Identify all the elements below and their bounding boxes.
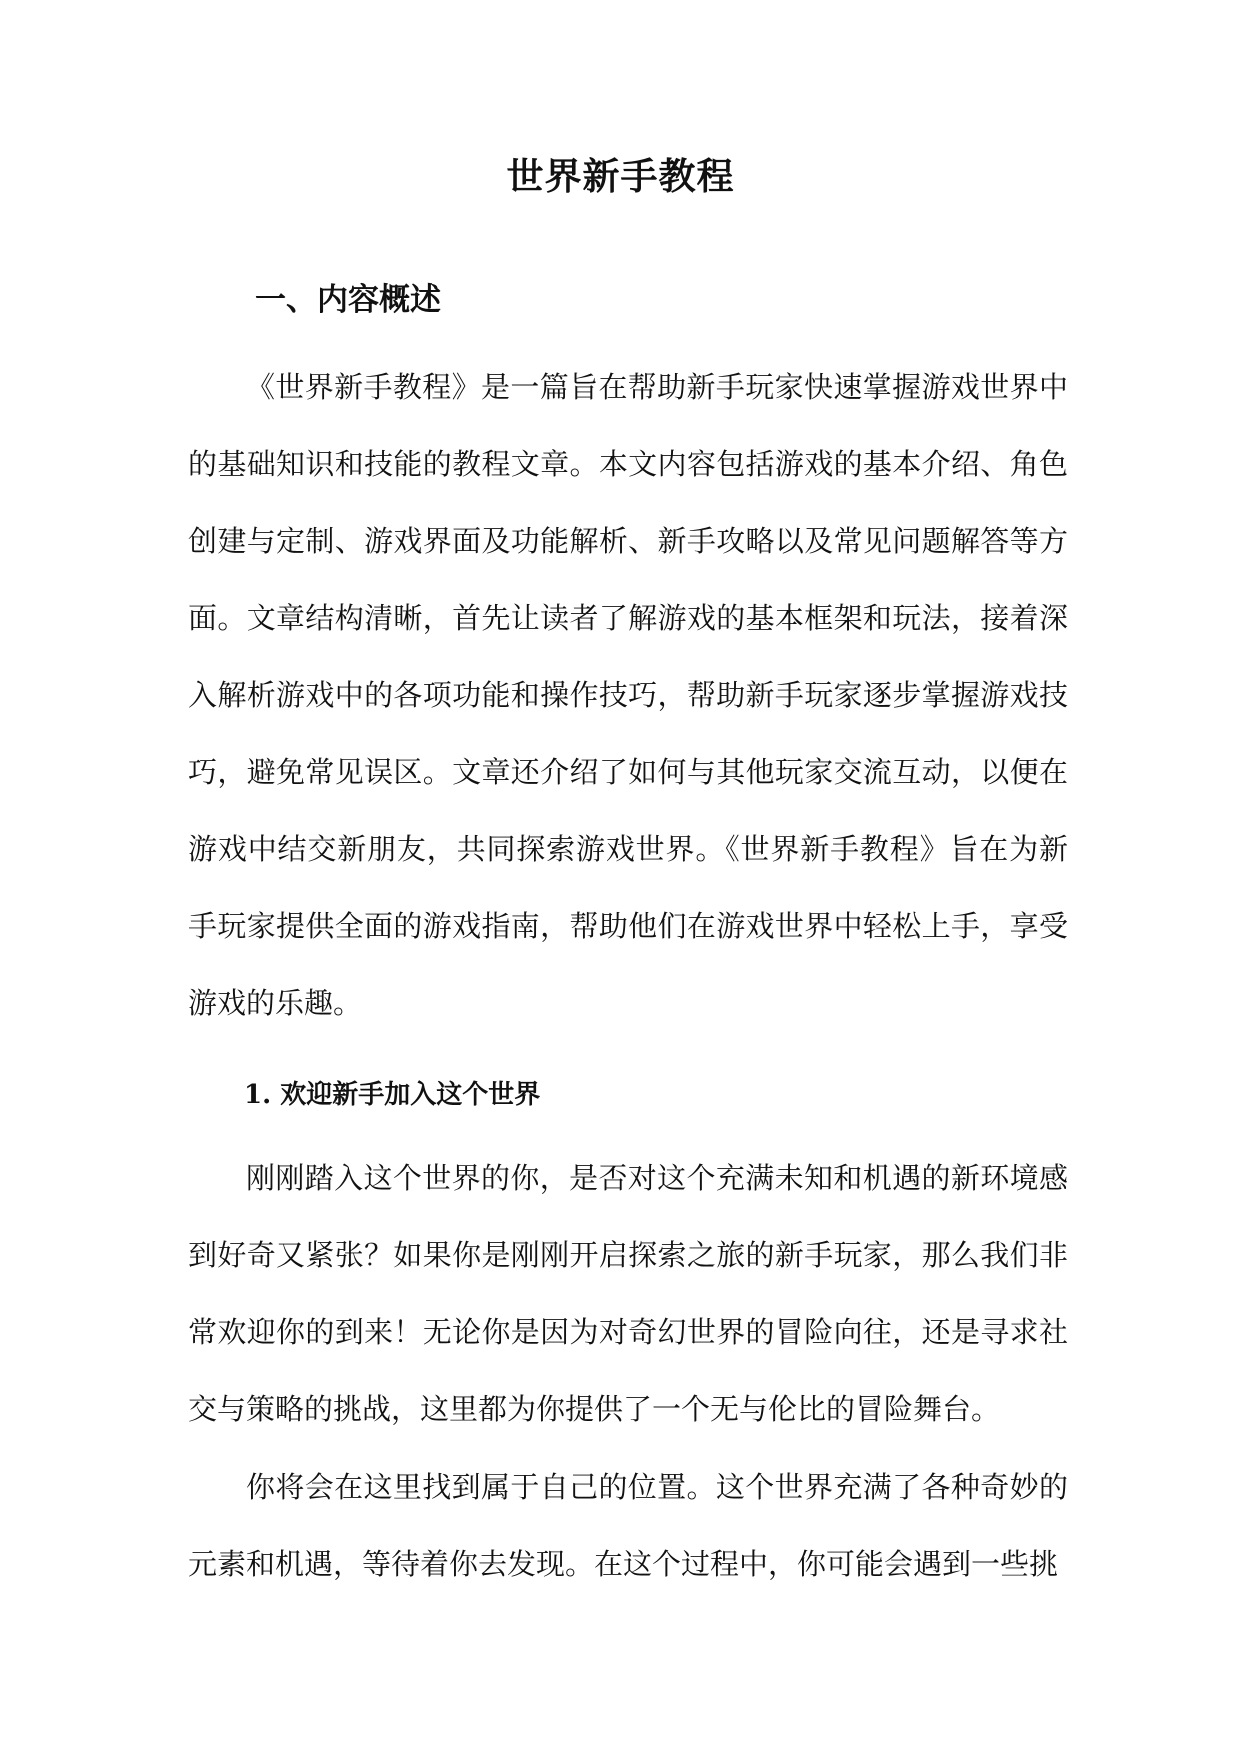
- subsection-heading-welcome: 1. 欢迎新手加入这个世界: [244, 1080, 541, 1110]
- document-title: 世界新手教程: [506, 154, 735, 198]
- welcome-paragraph-1: 刚刚踏入这个世界的你，是否对这个充满未知和机遇的新环境感到好奇又紧张？如果你是刚刚开启探索之旅的新手玩家，那么我们非常欢迎你的到来！无论你是因为对奇幻世界的冒险向往，还是寻求社交与策略的挑战，这里都为你提供了一个无与伦比的冒险舞台。: [188, 1161, 1068, 1426]
- overview-paragraph: 《世界新手教程》是一篇旨在帮助新手玩家快速掌握游戏世界中的基础知识和技能的教程文章。本文内容包括游戏的基本介绍、角色创建与定制、游戏界面及功能解析、新手攻略以及常见问题解答等方面。文章结构清晰，首先让读者了解游戏的基本框架和玩法，接着深入解析游戏中的各项功能和操作技巧，帮助新手玩家逐步掌握游戏技巧，避免常见误区。文章还介绍了如何与其他玩家交流互动，以便在游戏中结交新朋友，共同探索游戏世界。《世界新手教程》旨在为新手玩家提供全面的游戏指南，帮助他们在游戏世界中轻松上手，享受游戏的乐趣。: [188, 370, 1068, 1020]
- welcome-paragraph-2: 你将会在这里找到属于自己的位置。这个世界充满了各种奇妙的元素和机遇，等待着你去发现。在这个过程中，你可能会遇到一些挑: [188, 1470, 1068, 1581]
- section-heading-overview: 一、内容概述: [255, 282, 441, 318]
